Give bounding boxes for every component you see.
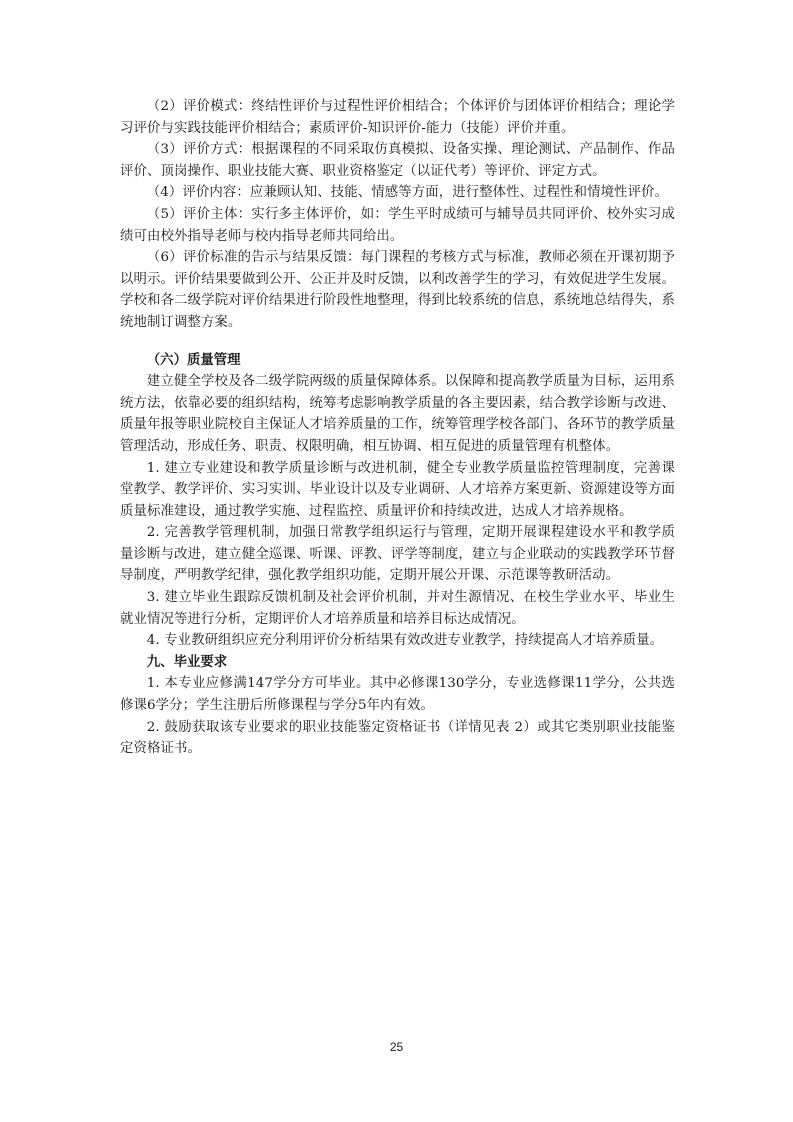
graduation-item-1-paragraph: 1. 本专业应修满147学分方可毕业。其中必修课130学分，专业选修课11学分，公共选修课6学分；学生注册后所修课程与学分5年内有效。 bbox=[120, 676, 675, 714]
evaluation-subject-paragraph: （5）评价主体：实行多主体评价，如：学生平时成绩可与辅导员共同评价、校外实习成绩可由校外指导老师与校内指导老师共同给出。 bbox=[120, 206, 675, 244]
evaluation-method-paragraph: （3）评价方式：根据课程的不同采取仿真模拟、设备实操、理论测试、产品制作、作品评价、顶岗操作、职业技能大赛、职业资格鉴定（以证代考）等评价、评定方式。 bbox=[120, 142, 675, 179]
graduation-requirements-heading: 九、毕业要求 bbox=[146, 654, 228, 670]
quality-item-1-paragraph: 1. 建立专业建设和教学质量诊断与改进机制，健全专业教学质量监控管理制度，完善课堂教学、教学评价、实习实训、毕业设计以及专业调研、人才培养方案更新、资源建设等方面质量标准建设，通过教学实施、过程监控、质量评价和持续改进，达成人才培养规格。 bbox=[120, 460, 675, 519]
quality-intro-paragraph: 建立健全学校及各二级学院两级的质量保障体系。以保障和提高教学质量为目标，运用系统方法，依靠必要的组织结构，统筹考虑影响教学质量的各主要因素，结合教学诊断与改进、质量年报等职业院校自主保证人才培养质量的工作，统筹管理学校各部门、各环节的教学质量管理活动，形成任务、职责、权限明确，相互协调、相互促进的质量管理有机整体。 bbox=[120, 374, 675, 454]
graduation-requirements-section bbox=[120, 652, 675, 760]
quality-item-2-paragraph: 2. 完善教学管理机制，加强日常教学组织运行与管理，定期开展课程建设水平和教学质量诊断与改进，建立健全巡课、听课、评教、评学等制度，建立与企业联动的实践教学环节督导制度，严明教学纪律，强化教学组织功能，定期开展公开课、示范课等教研活动。 bbox=[120, 525, 675, 584]
page-number: 25 bbox=[389, 1040, 404, 1054]
quality-management-heading: （六）质量管理 bbox=[146, 352, 241, 368]
quality-item-4-paragraph: 4. 专业教研组织应充分利用评价分析结果有效改进专业教学，持续提高人才培养质量。 bbox=[146, 633, 664, 649]
graduation-item-2-paragraph: 2. 鼓励获取该专业要求的职业技能鉴定资格证书（详情见表 2）或其它类别职业技能鉴定资格证书。 bbox=[120, 719, 675, 757]
quality-item-3-paragraph: 3. 建立毕业生跟踪反馈机制及社会评价机制，并对生源情况、在校生学业水平、毕业生就业情况等进行分析，定期评价人才培养质量和培养目标达成情况。 bbox=[120, 590, 675, 627]
evaluation-section bbox=[120, 96, 675, 334]
evaluation-content-paragraph: （4）评价内容：应兼顾认知、技能、情感等方面，进行整体性、过程性和情境性评价。 bbox=[146, 185, 669, 201]
quality-management-section bbox=[120, 350, 675, 652]
page-body bbox=[120, 96, 675, 760]
evaluation-mode-paragraph: （2）评价模式：终结性评价与过程性评价相结合；个体评价与团体评价相结合；理论学习评价与实践技能评价相结合；素质评价-知识评价-能力（技能）评价并重。 bbox=[120, 99, 675, 136]
evaluation-standard-paragraph: （6）评价标准的告示与结果反馈：每门课程的考核方式与标准，教师必须在开课初期予以明示。评价结果要做到公开、公正并及时反馈，以利改善学生的学习，有效促进学生发展。学校和各二级学院对评价结果进行阶段性地整理，得到比较系统的信息，系统地总结得失，系统地制订调整方案。 bbox=[120, 250, 675, 330]
section-spacer bbox=[120, 334, 675, 350]
